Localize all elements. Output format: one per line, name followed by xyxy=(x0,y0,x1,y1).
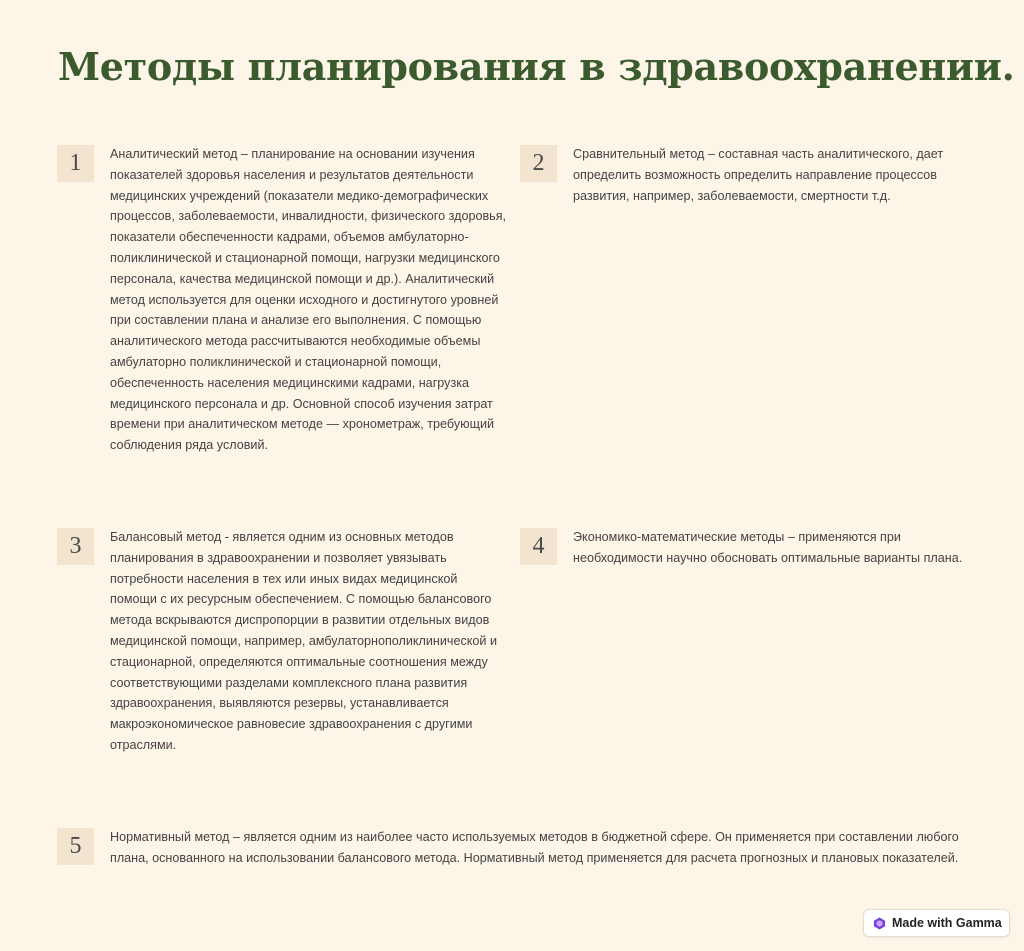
badge-label: Made with Gamma xyxy=(892,916,1002,930)
list-item xyxy=(520,144,948,206)
item-number: 3 xyxy=(57,528,94,565)
item-text: Сравнительный метод – составная часть аналитического, дает определить возможность определить направление процессов развития, например, заболеваемости, смертности т.д. xyxy=(573,147,944,203)
item-number: 4 xyxy=(520,528,557,565)
gamma-logo-icon xyxy=(873,917,886,930)
list-item xyxy=(57,827,970,869)
list-item xyxy=(520,527,968,569)
item-text: Нормативный метод – является одним из наиболее часто используемых методов в бюджетной сфере. Он применяется при составлении любого плана, основанного на использовании балансового метода. Нормативный метод применяется для расчета прогнозных и плановых показателей. xyxy=(110,830,959,865)
item-number: 5 xyxy=(57,828,94,865)
list-item xyxy=(57,144,507,456)
made-with-gamma-badge[interactable] xyxy=(863,909,1010,937)
item-number: 1 xyxy=(57,145,94,182)
list-item xyxy=(57,527,507,756)
item-text: Аналитический метод – планирование на основании изучения показателей здоровья населения и результатов деятельности медицинских учреждений (показатели медико-демографических процессов, заболеваемости, инвалидности, физического здоровья, показатели обеспеченности кадрами, объемов амбулаторно-поликлинической и стационарной помощи, нагрузки медицинского персонала, качества медицинской помощи и др.). Аналитический метод используется для оценки исходного и достигнутого уровней при составлении плана и анализе его выполнения. С помощью аналитического метода рассчитываются необходимые объемы амбулаторно поликлинической и стационарной помощи, обеспеченность населения медицинскими кадрами, нагрузка медицинского персонала и др. Основной способ изучения затрат времени при аналитическом методе — хронометраж, требующий соблюдения ряда условий. xyxy=(110,147,507,453)
item-number: 2 xyxy=(520,145,557,182)
item-text: Балансовый метод - является одним из основных методов планирования в здравоохранении и позволяет увязывать потребности населения в тех или иных видах медицинской помощи с их ресурсным обеспечением. С помощью балансового метода вскрываются диспропорции в развитии отдельных видов медицинской помощи, например, амбулаторнополиклинической и стационарной, определяются оптимальные соотношения между соответствующими разделами комплексного плана развития здравоохранения, выявляются резервы, устанавливается макроэкономическое равновесие здравоохранения с другими отраслями. xyxy=(110,530,498,752)
page-title: Методы планирования в здравоохранении. xyxy=(58,44,1015,89)
item-text: Экономико-математические методы – применяются при необходимости научно обосновать оптимальные варианты плана. xyxy=(573,530,963,565)
